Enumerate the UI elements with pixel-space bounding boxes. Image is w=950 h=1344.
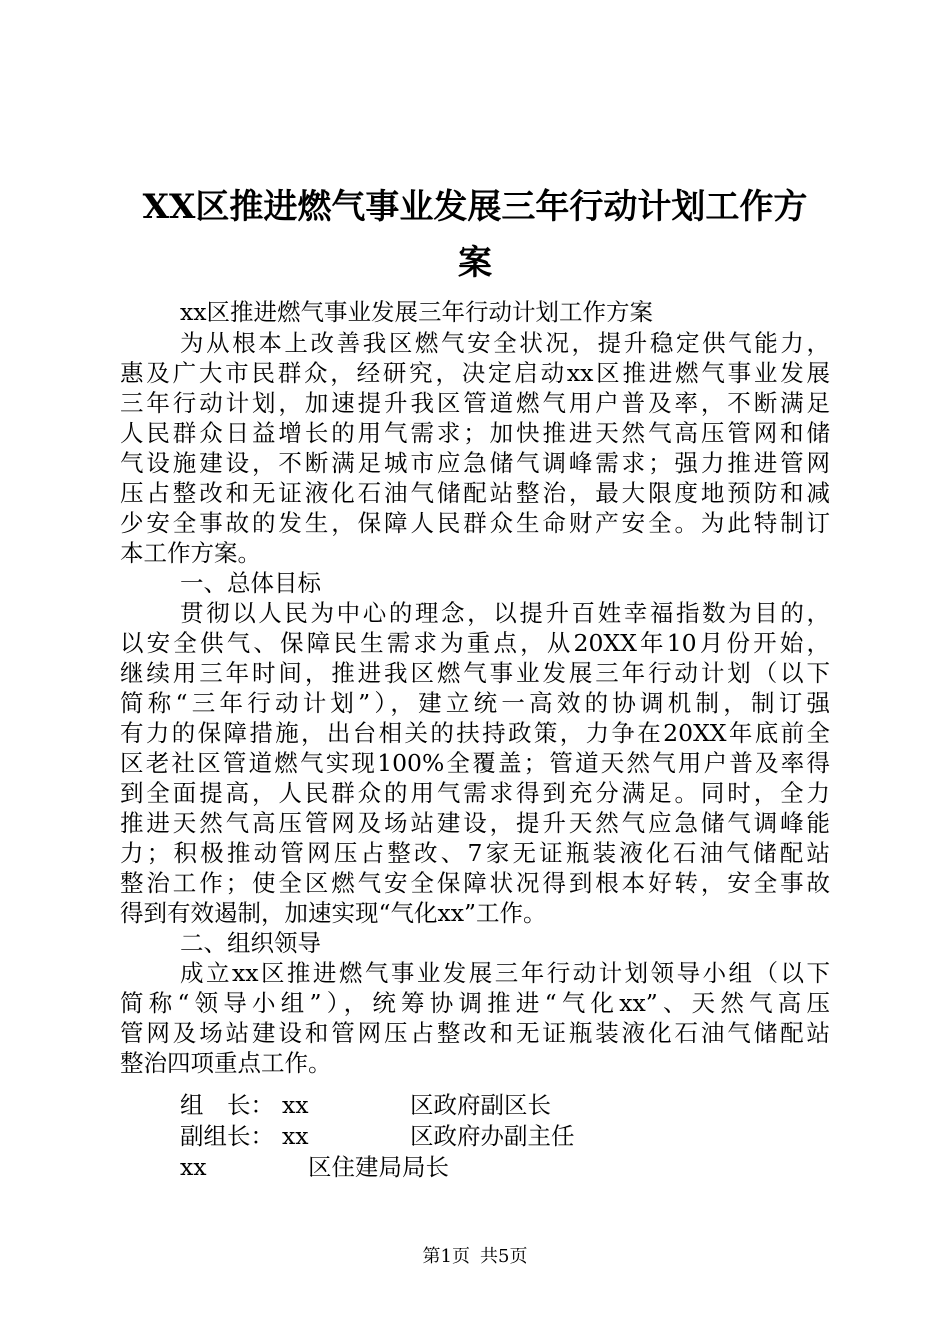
section-heading-leadership: 二、组织领导 xyxy=(180,929,321,957)
section1-line: 有力的保障措施，出台相关的扶持政策，力争在20XX年底前全 xyxy=(120,719,830,747)
section1-line: 推进天然气高压管网及场站建设，提升天然气应急储气调峰能 xyxy=(120,809,830,837)
member-name: xx xyxy=(180,1153,207,1181)
member-position: 区住建局局长 xyxy=(308,1153,449,1181)
section1-line: 贯彻以人民为中心的理念，以提升百姓幸福指数为目的， xyxy=(180,599,830,627)
member-name: xx xyxy=(282,1122,309,1150)
document-title-line-1: XX区推进燃气事业发展三年行动计划工作方 xyxy=(142,187,808,227)
section1-line: 得到有效遏制，加速实现“气化xx”工作。 xyxy=(120,899,547,927)
section2-line: 成立xx区推进燃气事业发展三年行动计划领导小组（以下 xyxy=(180,959,830,987)
page-total: 共5页 xyxy=(480,1246,528,1267)
section1-line: 到全面提高，人民群众的用气需求得到充分满足。同时，全力 xyxy=(120,779,830,807)
intro-line: 压占整改和无证液化石油气储配站整治，最大限度地预防和减 xyxy=(120,479,830,507)
intro-line: 惠及广大市民群众，经研究，决定启动xx区推进燃气事业发展 xyxy=(120,359,830,387)
document-subtitle: xx区推进燃气事业发展三年行动计划工作方案 xyxy=(180,298,654,326)
section1-line: 简称“三年行动计划”），建立统一高效的协调机制，制订强 xyxy=(120,689,830,717)
member-position: 区政府副区长 xyxy=(410,1091,551,1119)
intro-line: 本工作方案。 xyxy=(120,539,261,567)
section2-line: 管网及场站建设和管网压占整改和无证瓶装液化石油气储配站 xyxy=(120,1019,830,1047)
intro-line: 为从根本上改善我区燃气安全状况，提升稳定供气能力， xyxy=(180,329,830,357)
member-name: xx xyxy=(282,1091,309,1119)
section1-line: 继续用三年时间，推进我区燃气事业发展三年行动计划（以下 xyxy=(120,659,830,687)
section-heading-goals: 一、总体目标 xyxy=(180,569,321,597)
section1-line: 区老社区管道燃气实现100%全覆盖；管道天然气用户普及率得 xyxy=(120,749,830,777)
page-footer xyxy=(0,1245,950,1269)
section1-line: 力；积极推动管网压占整改、7家无证瓶装液化石油气储配站 xyxy=(120,839,830,867)
intro-line: 气设施建设，不断满足城市应急储气调峰需求；强力推进管网 xyxy=(120,449,830,477)
section1-line: 以安全供气、保障民生需求为重点，从20XX年10月份开始， xyxy=(120,629,830,657)
section2-line: 简称“领导小组”），统筹协调推进“气化xx”、天然气高压 xyxy=(120,989,830,1017)
member-role: 副组长： xyxy=(180,1122,274,1150)
page-number: 第1页 xyxy=(422,1246,470,1267)
section1-line: 整治工作；使全区燃气安全保障状况得到根本好转，安全事故 xyxy=(120,869,830,897)
intro-line: 少安全事故的发生，保障人民群众生命财产安全。为此特制订 xyxy=(120,509,830,537)
section2-line: 整治四项重点工作。 xyxy=(120,1049,332,1077)
intro-line: 三年行动计划，加速提升我区管道燃气用户普及率，不断满足 xyxy=(120,389,830,417)
member-position: 区政府办副主任 xyxy=(410,1122,575,1150)
document-title-line-2: 案 xyxy=(458,243,492,283)
member-role: 组 长： xyxy=(180,1091,274,1119)
intro-line: 人民群众日益增长的用气需求；加快推进天然气高压管网和储 xyxy=(120,419,830,447)
